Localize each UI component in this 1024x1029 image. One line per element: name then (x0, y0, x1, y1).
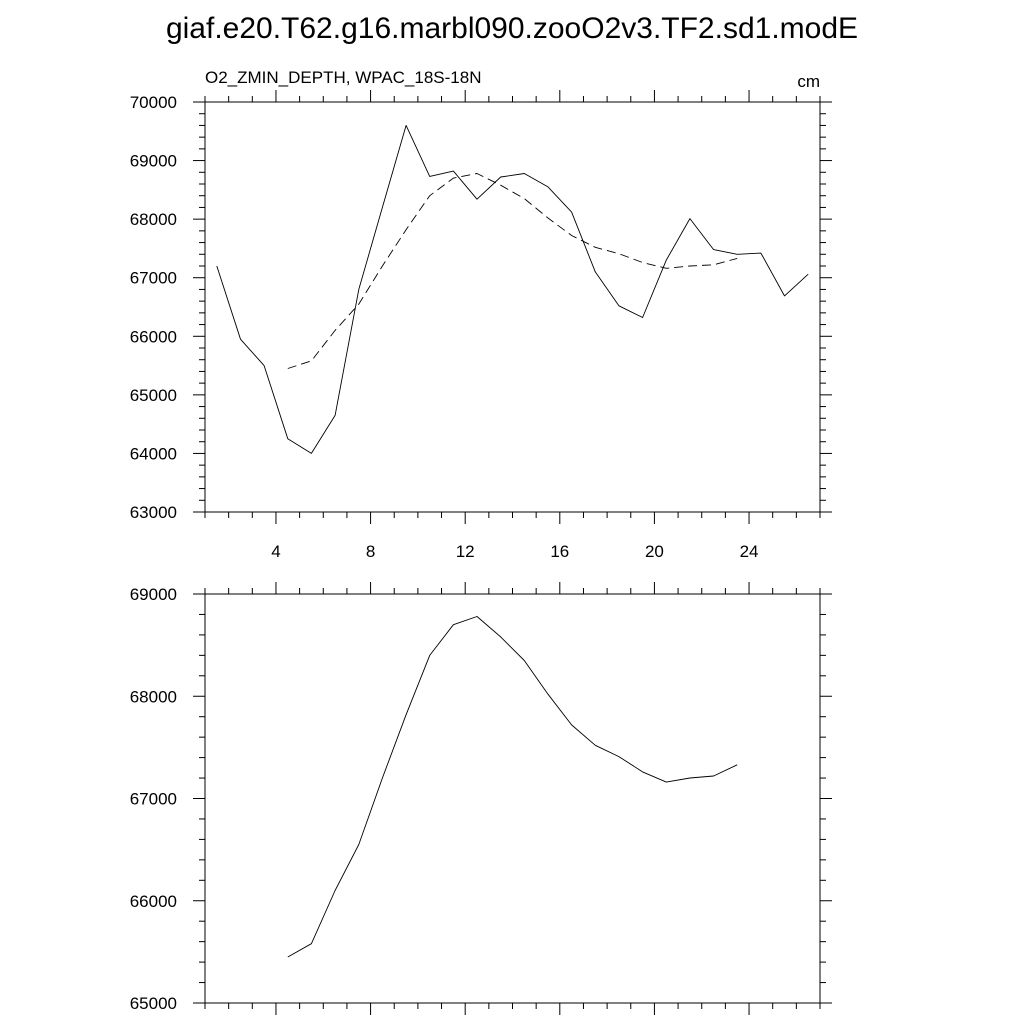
panel2-y-tick-label: 69000 (129, 585, 177, 604)
panel1-left-label: O2_ZMIN_DEPTH, WPAC_18S-18N (205, 68, 482, 87)
panel1-x-tick-label: 24 (739, 542, 759, 561)
panel1-series-solid-line (217, 125, 808, 453)
panel1-y-tick-label: 66000 (129, 327, 177, 347)
panel1-units-label: cm (797, 72, 820, 91)
panel1-x-tick-label: 20 (644, 542, 664, 561)
panel1-y-tick-label: 67000 (129, 268, 177, 288)
panel1-y-tick-label: 63000 (129, 503, 177, 522)
panel2-series-solid-line (288, 617, 737, 958)
panel2-frame (205, 594, 820, 1003)
panel1-y-tick-label: 70000 (129, 93, 177, 112)
top-panel (130, 90, 832, 561)
panel2-y-tick-label: 67000 (129, 789, 177, 809)
panel1-x-tick-label: 16 (550, 542, 570, 561)
panel1-x-tick-label: 8 (365, 542, 376, 561)
panel2-y-tick-label: 66000 (129, 891, 177, 911)
panel2-y-tick-label: 65000 (129, 994, 177, 1013)
panel2-y-tick-label: 68000 (129, 687, 177, 707)
panel1-frame (205, 102, 820, 512)
bottom-panel (130, 582, 832, 1015)
panel1-y-tick-label: 69000 (129, 151, 177, 171)
figure-title: giaf.e20.T62.g16.marbl090.zooO2v3.TF2.sd1.modE (165, 12, 859, 45)
panel1-y-tick-label: 68000 (129, 210, 177, 230)
panel1-x-tick-label: 4 (271, 542, 281, 561)
panel1-y-tick-label: 64000 (129, 444, 177, 464)
panel1-y-tick-label: 65000 (129, 385, 177, 405)
panel1-x-tick-label: 12 (455, 542, 475, 561)
panel1-series-dashed-line (288, 174, 737, 369)
